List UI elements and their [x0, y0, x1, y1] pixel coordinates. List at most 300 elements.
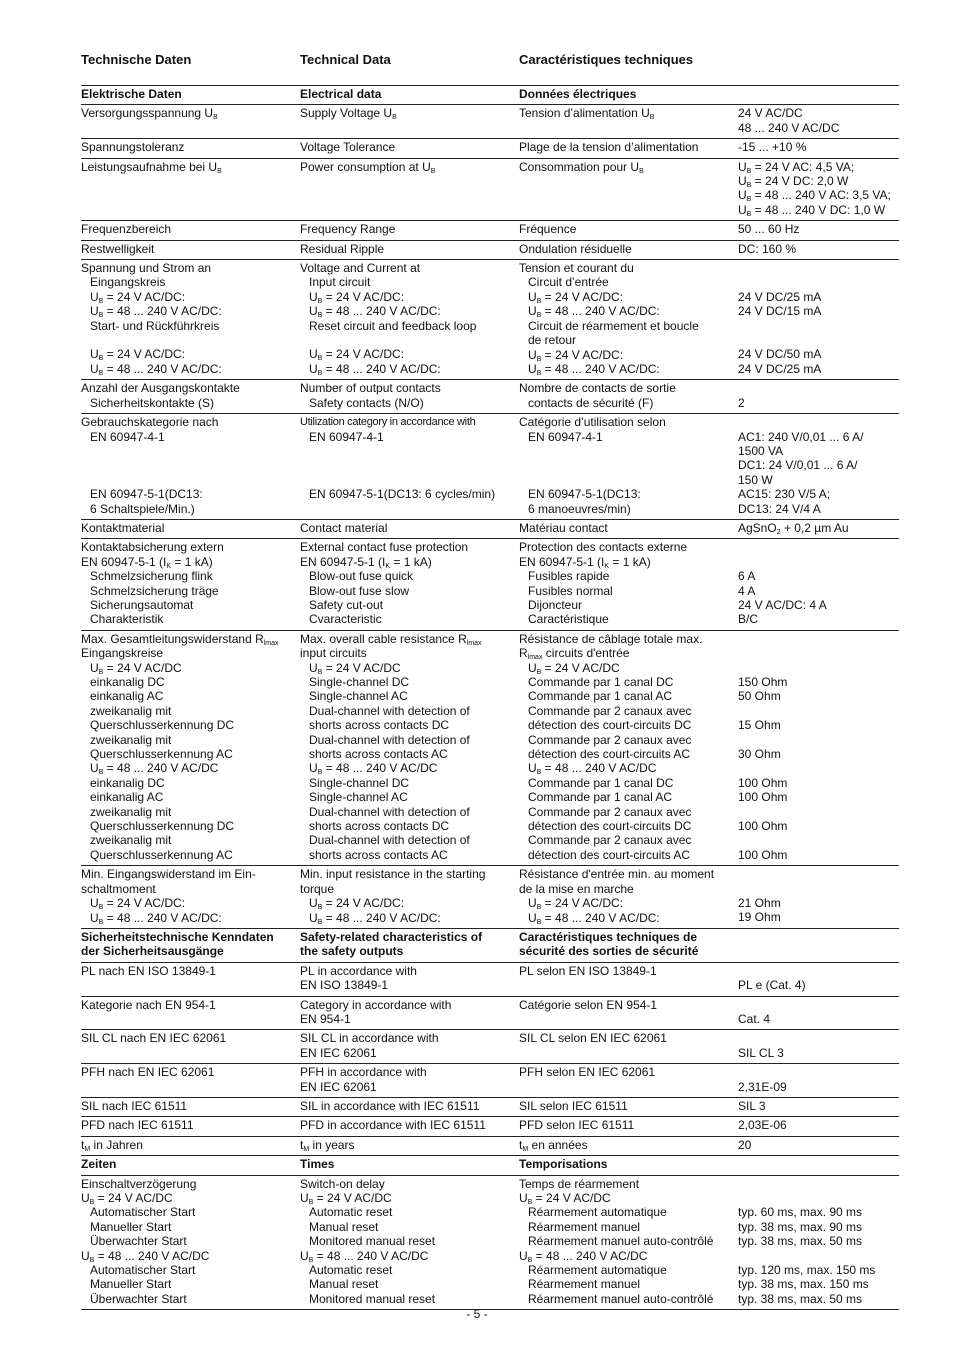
table-row [81, 928, 899, 962]
cell-line: Zeiten [81, 1157, 117, 1172]
cell-line: $U_B = 24$ V AC/DC: [528, 896, 624, 911]
cell-line: PL e (Cat. 4) [738, 978, 806, 993]
cell-line: Manual reset [309, 1277, 379, 1292]
cell-line: Résistance d'entrée min. au moment [519, 867, 715, 882]
cell-line: $U_B = 24$ V AC/DC: [309, 896, 405, 911]
cell-french [519, 140, 738, 154]
cell-line: Commande par 1 canal DC [528, 675, 674, 690]
cell-line: typ. 60 ms, max. 90 ms [738, 1205, 863, 1220]
cell-german [81, 381, 300, 410]
cell-line: EN 60947-5-1 ($I_K = 1$ kA) [81, 554, 213, 570]
table-row [81, 996, 899, 1030]
cell-line: Restwelligkeit [81, 241, 155, 256]
cell-line: 6 Schaltspiele/Min.) [90, 501, 195, 516]
cell-line: de la mise en marche [519, 881, 634, 896]
table-row [81, 1136, 899, 1155]
cell-value [738, 140, 899, 154]
cell-line [738, 998, 895, 1012]
cell-english [300, 242, 519, 256]
cell-value [738, 242, 899, 256]
table-row [81, 158, 899, 221]
cell-line: $U_B = 48$ ... 240 V AC/DC: [309, 910, 441, 925]
cell-line: zweikanalig mit [90, 833, 172, 848]
cell-line: Fusibles rapide [528, 569, 610, 584]
cell-line: Safety-related characteristics of [300, 929, 483, 944]
cell-french [519, 106, 738, 135]
cell-line: $U_B = 24$ V AC/DC [309, 660, 401, 676]
cell-line: détection des court-circuits AC [528, 747, 691, 762]
cell-german [81, 632, 300, 863]
cell-line [738, 87, 895, 101]
table-row [81, 104, 899, 138]
cell-line: 24 V DC/25 mA [738, 361, 822, 376]
cell-line: zweikanalig mit [90, 732, 172, 747]
cell-line: 4 A [738, 583, 756, 598]
cell-line: $U_B = 24$ V AC/DC: [309, 347, 405, 362]
cell-german [81, 1138, 300, 1152]
cell-line: Sicherheitstechnische Kenndaten [81, 929, 274, 944]
cell-line: Sicherungsautomat [90, 597, 194, 612]
cell-line: Temps de réarmement [519, 1176, 640, 1191]
cell-line: Plage de la tension d’alimentation [519, 140, 699, 155]
cell-line: Supply Voltage $U_B$ [300, 106, 397, 121]
cell-line: $U_B = 48$ ... 240 V AC/DC: [309, 361, 441, 377]
cell-line: EN 60947-5-1(DC13: 6 cycles/min) [309, 487, 496, 502]
cell-line: Querschlusserkennung DC [90, 819, 235, 834]
cell-german [81, 930, 300, 959]
cell-value [738, 964, 899, 993]
cell-french [519, 261, 738, 376]
cell-line: Commande par 1 canal AC [528, 689, 673, 704]
cell-line: Blow-out fuse slow [309, 583, 410, 598]
cell-english [300, 1031, 519, 1060]
cell-line [519, 473, 734, 487]
cell-value [738, 160, 899, 218]
cell-line: Circuit de réarmement et boucle [528, 318, 699, 333]
cell-value [738, 1118, 899, 1132]
cell-line [81, 444, 296, 458]
cell-line: détection des court-circuits DC [528, 718, 692, 733]
cell-line: EN 60947-4-1 [90, 429, 165, 444]
cell-line: 15 Ohm [738, 718, 781, 733]
cell-line: EN 60947-5-1(DC13: [90, 487, 203, 502]
cell-line: DC1: 24 V/0,01 ... 6 A/ [738, 458, 858, 473]
table-row [81, 538, 899, 629]
cell-line [81, 333, 296, 347]
cell-line: $U_B = 48$ ... 240 V AC/DC: [309, 304, 441, 319]
cell-english [300, 1099, 519, 1113]
cell-german [81, 160, 300, 218]
cell-line: détection des court-circuits DC [528, 819, 692, 834]
cell-german [81, 998, 300, 1027]
cell-line: Reset circuit and feedback loop [309, 318, 477, 333]
cell-line: SIL CL nach EN IEC 62061 [81, 1031, 227, 1046]
cell-line: $U_B = 48$ ... 240 V AC/DC: [528, 304, 660, 319]
cell-french [519, 1118, 738, 1132]
cell-line: Réarmement manuel [528, 1219, 641, 1234]
cell-line [738, 540, 895, 554]
cell-line: Schmelzsicherung flink [90, 569, 213, 584]
cell-line [300, 333, 515, 347]
cell-line: 19 Ohm [738, 910, 781, 925]
cell-english [300, 964, 519, 993]
cell-line: 6 A [738, 569, 756, 584]
cell-line: 24 V AC/DC: 4 A [738, 597, 827, 612]
cell-line: typ. 38 ms, max. 150 ms [738, 1277, 869, 1292]
cell-french [519, 1157, 738, 1171]
cell-english [300, 930, 519, 959]
cell-line: $U_B = 48$ ... 240 V AC: 3,5 VA; [738, 188, 891, 203]
cell-line [738, 646, 895, 660]
cell-line: Réarmement manuel auto-contrôlé [528, 1291, 714, 1306]
cell-line: Querschlusserkennung AC [90, 747, 233, 762]
cell-line: Kategorie nach EN 954-1 [81, 997, 216, 1012]
header-french: Caractéristiques techniques [519, 52, 694, 67]
cell-line: $U_B = 48$ ... 240 V DC: 1,0 W [738, 202, 886, 218]
cell-german [81, 1031, 300, 1060]
cell-line: Min. Eingangswiderstand im Ein- [81, 867, 256, 882]
cell-line [738, 275, 895, 289]
cell-line: B/C [738, 612, 759, 627]
cell-value [738, 87, 899, 101]
cell-line: Dual-channel with detection of [309, 703, 470, 718]
cell-value [738, 381, 899, 410]
cell-line: Sicherheitskontakte (S) [90, 395, 215, 410]
cell-line: Switch-on delay [300, 1176, 385, 1191]
cell-line: PFD selon IEC 61511 [519, 1118, 635, 1133]
cell-english [300, 261, 519, 376]
cell-english [300, 867, 519, 925]
table-row [81, 1063, 899, 1097]
cell-line: Gebrauchskategorie nach [81, 415, 219, 430]
cell-line: torque [300, 881, 335, 896]
cell-line: Réarmement manuel [528, 1277, 641, 1292]
cell-line: 50 ... 60 Hz [738, 222, 800, 237]
cell-line: Tension d’alimentation $U_B$ [519, 106, 655, 121]
cell-line: Kontaktmaterial [81, 520, 165, 535]
cell-line: Commande par 2 canaux avec [528, 703, 692, 718]
cell-line: 24 V DC/25 mA [738, 289, 822, 304]
cell-line [738, 661, 895, 675]
cell-line: $U_B = 24$ V AC/DC: [528, 289, 624, 305]
cell-line [738, 415, 895, 429]
cell-french [519, 381, 738, 410]
cell-german [81, 1118, 300, 1132]
cell-value [738, 261, 899, 376]
cell-line: $R_{lmax}$ circuits d'entrée [519, 646, 630, 661]
cell-line: PFH nach EN IEC 62061 [81, 1065, 215, 1080]
cell-line: Manual reset [309, 1219, 379, 1234]
cell-line: Monitored manual reset [309, 1234, 436, 1249]
cell-line: 100 Ohm [738, 818, 788, 833]
cell-line: Temporisations [519, 1157, 608, 1172]
cell-line: Dijoncteur [528, 597, 583, 612]
cell-english [300, 1157, 519, 1171]
cell-line: $U_B = 48$ ... 240 V AC/DC [519, 1248, 648, 1264]
cell-line [738, 1249, 895, 1263]
cell-line [738, 1065, 895, 1079]
cell-line: $U_B = 48$ ... 240 V AC/DC [81, 1248, 210, 1264]
cell-line [738, 1157, 895, 1171]
cell-english [300, 998, 519, 1027]
cell-line [738, 261, 895, 275]
header-values [738, 52, 899, 85]
cell-value [738, 930, 899, 959]
cell-value [738, 222, 899, 236]
cell-line: Automatischer Start [90, 1263, 196, 1278]
cell-line: PL in accordance with [300, 963, 417, 978]
header-german: Technische Daten [81, 52, 192, 67]
cell-line: Tension et courant du [519, 261, 634, 276]
cell-german [81, 222, 300, 236]
cell-value [738, 415, 899, 516]
cell-line: EN 60947-4-1 [309, 429, 384, 444]
cell-line: Single-channel DC [309, 675, 410, 690]
cell-line: PL nach EN ISO 13849-1 [81, 963, 216, 978]
cell-line: zweikanalig mit [90, 703, 172, 718]
cell-line: PFD nach IEC 61511 [81, 1118, 194, 1133]
cell-line: Réarmement automatique [528, 1205, 667, 1220]
cell-line: Catégorie selon EN 954-1 [519, 997, 658, 1012]
cell-line: Safety contacts (N/O) [309, 395, 424, 410]
cell-line: 150 Ohm [738, 674, 788, 689]
cell-line: shorts across contacts AC [309, 747, 448, 762]
cell-value [738, 998, 899, 1027]
cell-german [81, 1157, 300, 1171]
cell-line: Cat. 4 [738, 1011, 771, 1026]
cell-line [738, 805, 895, 819]
cell-line: Utilization category in accordance with [300, 416, 476, 429]
cell-line [300, 502, 515, 516]
cell-line: $t_M$ en années [519, 1137, 588, 1153]
cell-line: Überwachter Start [90, 1291, 187, 1306]
cell-line: Input circuit [309, 275, 371, 290]
table-row [81, 259, 899, 379]
cell-line: einkanalig AC [90, 790, 164, 805]
cell-line: Commande par 1 canal DC [528, 775, 674, 790]
cell-line [738, 704, 895, 718]
cell-line: $U_B = 24$ V AC/DC [81, 1191, 173, 1206]
column-headers [81, 52, 899, 85]
cell-french [519, 867, 738, 925]
cell-english [300, 1177, 519, 1307]
cell-german [81, 261, 300, 376]
cell-line: Residual Ripple [300, 241, 385, 256]
table-row [81, 865, 899, 928]
cell-line [738, 964, 895, 978]
cell-line: Querschlusserkennung AC [90, 847, 233, 862]
cell-line [738, 761, 895, 775]
cell-line: shorts across contacts DC [309, 819, 450, 834]
cell-line: Circuit d’entrée [528, 275, 609, 290]
cell-line: Manueller Start [90, 1219, 172, 1234]
cell-line: Ondulation résiduelle [519, 241, 632, 256]
cell-line [300, 458, 515, 472]
cell-line: SIL selon IEC 61511 [519, 1098, 628, 1113]
cell-line: shorts across contacts DC [309, 718, 450, 733]
cell-line: détection des court-circuits AC [528, 847, 691, 862]
cell-line: $U_B = 24$ V AC/DC [528, 660, 620, 676]
cell-line: External contact fuse protection [300, 540, 469, 555]
cell-french [519, 242, 738, 256]
header-english: Technical Data [300, 52, 391, 67]
cell-line [738, 319, 895, 333]
cell-line: der Sicherheitsausgänge [81, 944, 224, 959]
datasheet-page [81, 52, 899, 1310]
cell-line: $U_B = 24$ V AC/DC: [90, 347, 186, 362]
cell-line: Automatic reset [309, 1263, 393, 1278]
table-row [81, 962, 899, 996]
cell-line: PFD in accordance with IEC 61511 [300, 1118, 486, 1133]
cell-line: Cvaracteristic [309, 612, 382, 627]
cell-line: EN 60947-5-1 ($I_K = 1$ kA) [519, 554, 651, 570]
cell-german [81, 540, 300, 626]
cell-line: Versorgungsspannung $U_B$ [81, 106, 218, 121]
cell-line: 6 manoeuvres/min) [528, 501, 631, 516]
cell-line: typ. 38 ms, max. 90 ms [738, 1219, 863, 1234]
cell-line: Eingangskreise [81, 646, 164, 661]
cell-line: $U_B = 24$ V AC/DC: [528, 347, 624, 362]
cell-french [519, 1138, 738, 1152]
table-row [81, 138, 899, 157]
cell-line: 100 Ohm [738, 775, 788, 790]
cell-line: Frequency Range [300, 222, 396, 237]
cell-line [81, 473, 296, 487]
cell-german [81, 415, 300, 516]
cell-line [738, 1031, 895, 1045]
cell-line: 100 Ohm [738, 790, 788, 805]
cell-line: AgSnO$_2$ + 0,2 µm Au [738, 520, 849, 536]
cell-line: 2,03E-06 [738, 1118, 787, 1133]
cell-english [300, 140, 519, 154]
cell-line: SIL CL in accordance with [300, 1031, 439, 1046]
cell-line: Fusibles normal [528, 583, 613, 598]
cell-line: $U_B = 48$ ... 240 V AC/DC: [90, 361, 222, 377]
cell-french [519, 1177, 738, 1307]
cell-english [300, 632, 519, 863]
cell-value [738, 1065, 899, 1094]
cell-line: $t_M$ in Jahren [81, 1137, 143, 1153]
cell-line [738, 1191, 895, 1205]
cell-line: 48 ... 240 V AC/DC [738, 120, 840, 135]
cell-value [738, 106, 899, 135]
cell-line: Dual-channel with detection of [309, 804, 470, 819]
cell-value [738, 632, 899, 863]
cell-english [300, 106, 519, 135]
cell-line: Automatic reset [309, 1205, 393, 1220]
cell-german [81, 867, 300, 925]
cell-line: Spannungstoleranz [81, 140, 185, 155]
cell-line: Dual-channel with detection of [309, 732, 470, 747]
cell-line: $U_B = 48$ ... 240 V AC/DC [528, 761, 657, 776]
cell-line: typ. 38 ms, max. 50 ms [738, 1291, 863, 1306]
cell-line [738, 381, 895, 395]
technical-data-table [81, 85, 899, 1309]
cell-english [300, 1138, 519, 1152]
cell-line: EN 60947-4-1 [528, 429, 603, 444]
cell-line: Elektrische Daten [81, 87, 182, 101]
cell-english [300, 160, 519, 218]
cell-line: Anzahl der Ausgangskontakte [81, 381, 240, 396]
cell-line: 24 V DC/50 mA [738, 347, 822, 362]
cell-line: de retour [528, 333, 577, 348]
cell-line: 50 Ohm [738, 689, 781, 704]
cell-line: EN 954-1 [300, 1011, 351, 1026]
cell-line: 2 [738, 395, 745, 410]
table-row [81, 379, 899, 413]
cell-line: Protection des contacts externe [519, 540, 688, 555]
cell-line: Electrical data [300, 87, 382, 101]
cell-line: Max. overall cable resistance $R_{lmax}$ [300, 631, 482, 647]
cell-french [519, 632, 738, 863]
cell-french [519, 964, 738, 993]
cell-line: $U_B = 24$ V AC/DC [90, 660, 182, 676]
cell-line: Charakteristik [90, 612, 164, 627]
cell-line [519, 444, 734, 458]
cell-line: Contact material [300, 520, 388, 535]
cell-line: AC15: 230 V/5 A; [738, 487, 831, 502]
cell-line: EN IEC 62061 [300, 1045, 377, 1060]
cell-line: Fréquence [519, 222, 577, 237]
table-row [81, 1029, 899, 1063]
cell-english [300, 87, 519, 101]
cell-line: Commande par 2 canaux avec [528, 732, 692, 747]
cell-line: zweikanalig mit [90, 804, 172, 819]
cell-line: PFH selon EN IEC 62061 [519, 1065, 656, 1080]
cell-line: einkanalig AC [90, 689, 164, 704]
cell-line [300, 444, 515, 458]
cell-line: Number of output contacts [300, 381, 441, 396]
table-row [81, 220, 899, 239]
cell-line: $U_B = 24$ V AC/DC: [309, 289, 405, 305]
cell-line: 150 W [738, 472, 773, 487]
cell-line: -15 ... +10 % [738, 140, 807, 155]
cell-line: Kontaktabsicherung extern [81, 540, 224, 555]
cell-line: Querschlusserkennung DC [90, 718, 235, 733]
cell-line: EN 60947-5-1(DC13: [528, 487, 641, 502]
cell-line: Commande par 2 canaux avec [528, 804, 692, 819]
cell-english [300, 381, 519, 410]
cell-line: DC13: 24 V/4 A [738, 501, 821, 516]
cell-line: $t_M$ in years [300, 1137, 355, 1153]
cell-line: $U_B = 48$ ... 240 V AC/DC [309, 761, 438, 776]
cell-line: $U_B = 24$ V AC/DC: [90, 896, 186, 911]
cell-line: contacts de sécurité (F) [528, 395, 654, 410]
cell-french [519, 160, 738, 218]
cell-line: Power consumption at $U_B$ [300, 159, 436, 175]
cell-line: Voltage and Current at [300, 261, 421, 276]
cell-line: SIL in accordance with IEC 61511 [300, 1098, 480, 1113]
cell-line [300, 473, 515, 487]
cell-line [738, 733, 895, 747]
cell-line: Consommation pour $U_B$ [519, 159, 644, 175]
table-row [81, 1097, 899, 1116]
cell-line: SIL 3 [738, 1098, 766, 1113]
cell-line: $U_B = 48$ ... 240 V AC/DC: [528, 910, 660, 925]
cell-line [519, 458, 734, 472]
cell-french [519, 222, 738, 236]
cell-line: Single-channel DC [309, 775, 410, 790]
cell-value [738, 1157, 899, 1171]
cell-line: $U_B = 24$ V AC/DC [300, 1191, 392, 1206]
cell-line: Start- und Rückführkreis [90, 318, 220, 333]
cell-value [738, 1177, 899, 1307]
cell-line: $U_B = 24$ V DC: 2,0 W [738, 174, 849, 189]
cell-english [300, 540, 519, 626]
cell-line: Nombre de contacts de sortie [519, 381, 676, 396]
cell-line: $U_B = 48$ ... 240 V AC/DC: [528, 361, 660, 377]
cell-line: einkanalig DC [90, 675, 165, 690]
